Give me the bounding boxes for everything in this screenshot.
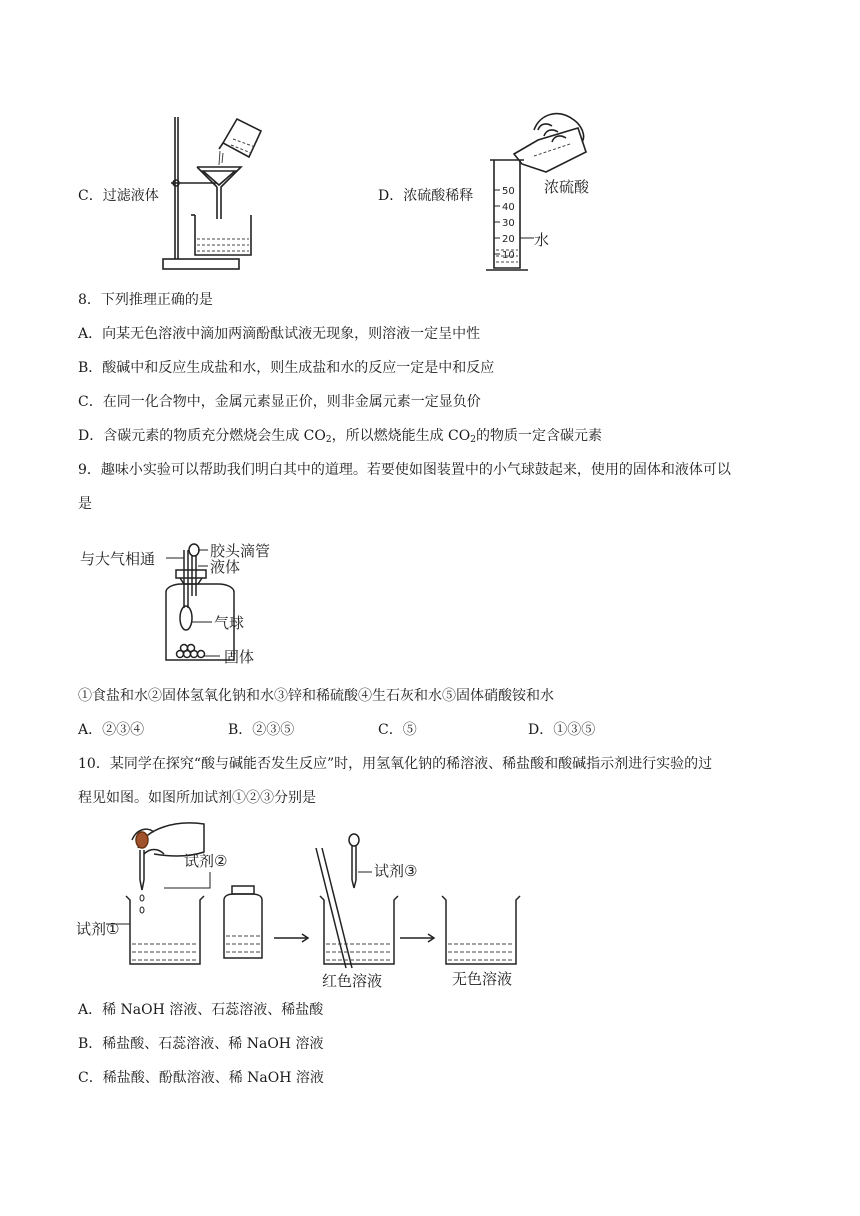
label-reagent-3: 试剂③ [374, 862, 418, 880]
neutralization-procedure-figure [76, 818, 526, 994]
q10-option-c: C．稀盐酸、酚酞溶液、稀 NaOH 溶液 [78, 1070, 324, 1086]
label-liquid: 液体 [210, 558, 241, 576]
label-dropper: 胶头滴管 [210, 542, 271, 560]
filtration-apparatus-figure [155, 115, 265, 275]
label-reagent-1: 试剂① [76, 920, 120, 938]
q9-item-list: ①食盐和水②固体氢氧化钠和水③锌和稀硫酸④生石灰和水⑤固体硝酸铵和水 [78, 688, 554, 704]
q9-option-c: C．⑤ [378, 722, 417, 738]
q8-option-a: A．向某无色溶液中滴加两滴酚酞试液无现象，则溶液一定呈中性 [78, 326, 481, 342]
label-solid: 固体 [224, 648, 255, 666]
label-water: 水 [534, 231, 550, 249]
q8-option-c: C．在同一化合物中，金属元素显正价，则非金属元素一定显负价 [78, 394, 481, 410]
q8-option-d-part2: ，所以燃烧能生成 CO [331, 428, 471, 444]
q8-option-d-part1: D．含碳元素的物质充分燃烧会生成 CO [78, 428, 326, 444]
q9-option-a: A．②③④ [78, 722, 145, 738]
option-c-filter: C．过滤液体 [78, 188, 159, 204]
q8-stem: 8．下列推理正确的是 [78, 292, 213, 308]
label-balloon: 气球 [214, 614, 245, 632]
q9-option-d: D．①③⑤ [528, 722, 596, 738]
q9-stem-line1: 9．趣味小实验可以帮助我们明白其中的道理。若要使如图装置中的小气球鼓起来，使用的固体和液体可以 [78, 462, 731, 478]
q10-stem-line1: 10．某同学在探究“酸与碱能否发生反应”时，用氢氧化钠的稀溶液、稀盐酸和酸碱指示剂进行实验的过 [78, 756, 713, 772]
tick-label: 20 [502, 234, 515, 245]
label-red-solution: 红色溶液 [322, 972, 383, 990]
q8-option-d [78, 426, 602, 450]
label-colorless-solution: 无色溶液 [452, 970, 513, 988]
balloon-bottle-figure [78, 536, 298, 668]
tick-label: 40 [502, 202, 515, 213]
subscript-2: 2 [325, 435, 332, 445]
tick-label: 50 [502, 186, 515, 197]
option-d-dilution: D．浓硫酸稀释 [378, 188, 474, 204]
q10-option-b: B．稀盐酸、石蕊溶液、稀 NaOH 溶液 [78, 1036, 324, 1052]
dilution-cylinder-figure [482, 100, 602, 276]
q9-stem-line2: 是 [78, 496, 92, 512]
label-conc-sulfuric-acid: 浓硫酸 [544, 178, 590, 196]
tick-label: 10 [502, 250, 515, 261]
q8-option-d-part3: 的物质一定含碳元素 [475, 428, 602, 444]
q10-stem-line2: 程见如图。如图所加试剂①②③分别是 [78, 790, 316, 806]
tick-label: 30 [502, 218, 515, 229]
q10-option-a: A．稀 NaOH 溶液、石蕊溶液、稀盐酸 [78, 1002, 324, 1018]
subscript-2: 2 [470, 435, 476, 445]
q9-option-b: B．②③⑤ [228, 722, 295, 738]
q8-option-b: B．酸碱中和反应生成盐和水，则生成盐和水的反应一定是中和反应 [78, 360, 495, 376]
label-reagent-2: 试剂② [184, 852, 228, 870]
label-to-atmosphere: 与大气相通 [80, 550, 156, 568]
